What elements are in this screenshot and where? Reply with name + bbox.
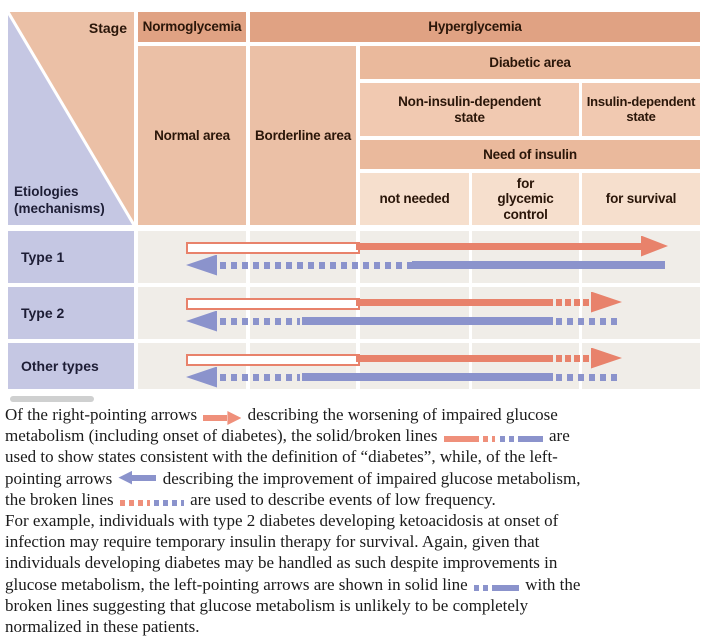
row-label-type-1: Type 1 (8, 231, 134, 283)
red-arrow-outline-segment (186, 242, 360, 254)
rdots-piece (474, 436, 495, 442)
row1-bg (472, 231, 579, 283)
row3-bg (250, 343, 356, 389)
caption-line: used to show states consistent with the definition of “diabetes”, while, of the left- (5, 447, 558, 467)
stage-label: Stage (88, 20, 127, 36)
caption-line: the broken lines are used to describe events of low frequency. (5, 489, 496, 509)
row2-bg (360, 287, 469, 339)
broken-lines-icon (120, 500, 184, 506)
etiologies-line2: (mechanisms) (14, 201, 105, 217)
header-diabetic-area: Diabetic area (360, 46, 700, 79)
row2-bg (250, 287, 356, 339)
bbar-piece (132, 475, 156, 481)
dots-solid-line-icon (474, 585, 519, 591)
row1-bg (360, 231, 469, 283)
blue-arrow-dots-segment (220, 262, 412, 269)
blue-arrow-dots-segment (220, 374, 300, 381)
row3-bg (138, 343, 246, 389)
caption-line: infection may require temporary insulin therapy for survival. Again, given that (5, 532, 540, 552)
artifact-bar (10, 396, 94, 402)
rhead-piece (227, 411, 241, 425)
lhead-piece (118, 471, 132, 485)
bdots-piece (500, 436, 521, 442)
header-non-insulin-dependent-state: Non-insulin-dependent state (360, 83, 579, 136)
caption-line: normalized in these patients. (5, 617, 200, 637)
header-for-glycemic-control: for glycemic control (472, 173, 579, 225)
header-for-survival: for survival (582, 173, 700, 225)
row3-bg (360, 343, 469, 389)
solid-broken-lines-icon (444, 436, 543, 442)
row1-bg (250, 231, 356, 283)
red-arrow-solid-segment (356, 355, 553, 362)
row2-bg (138, 287, 246, 339)
arrow-right-icon (203, 411, 241, 425)
row2-bg (472, 287, 579, 339)
row-label-type-2: Type 2 (8, 287, 134, 339)
row3-bg (582, 343, 700, 389)
row3-bg (472, 343, 579, 389)
header-hyperglycemia: Hyperglycemia (250, 12, 700, 42)
bbar-piece (495, 585, 519, 591)
caption-line: broken lines suggesting that glucose metabolism is unlikely to be completely (5, 595, 529, 615)
bdots-piece (474, 585, 495, 591)
blue-arrow-solid-segment (302, 317, 553, 325)
header-need-of-insulin: Need of insulin (360, 140, 700, 169)
caption-line: individuals developing diabetes may be handled as such despite improvements in (5, 553, 558, 573)
blue-arrow-solid-segment (412, 261, 665, 269)
header-not-needed: not needed (360, 173, 469, 225)
blue-arrow-dots-segment (556, 318, 622, 325)
figure-caption (5, 404, 705, 637)
bbar-piece (521, 436, 543, 442)
caption-line: pointing arrows describing the improvement of impaired glucose metabolism, (5, 468, 581, 488)
caption-line: For example, individuals with type 2 diabetes developing ketoacidosis at onset of (5, 511, 559, 531)
red-arrow-solid-segment (356, 299, 553, 306)
header-normoglycemia: Normoglycemia (138, 12, 246, 42)
caption-line: metabolism (including onset of diabetes), the solid/broken lines are (5, 426, 570, 446)
etiologies-line1: Etiologies (14, 184, 79, 200)
row-label-other-types: Other types (8, 343, 134, 389)
blue-arrow-dots-segment (556, 374, 622, 381)
rbar-piece (444, 436, 474, 442)
header-insulin-dependent-state: Insulin-dependent state (582, 83, 700, 136)
caption-line: glucose metabolism, the left-pointing arrows are shown in solid line with the (5, 574, 581, 594)
etiologies-label (14, 184, 105, 218)
red-arrow-outline-segment (186, 298, 360, 310)
blue-arrow-dots-segment (220, 318, 300, 325)
row1-bg (138, 231, 246, 283)
rbar-piece (203, 415, 227, 421)
arrow-left-icon (118, 471, 156, 485)
blue-arrow-solid-segment (302, 373, 553, 381)
red-arrow-outline-segment (186, 354, 360, 366)
caption-line: Of the right-pointing arrows describing the worsening of impaired glucose (5, 405, 558, 424)
red-arrow-solid-segment (356, 243, 641, 250)
red-arrow-dots-segment (556, 299, 589, 306)
rdots-piece (120, 500, 150, 506)
corner-cell (8, 12, 134, 225)
header-normal-area: Normal area (138, 46, 246, 225)
red-arrow-dots-segment (556, 355, 589, 362)
header-borderline-area: Borderline area (250, 46, 356, 225)
bdots-piece (154, 500, 184, 506)
